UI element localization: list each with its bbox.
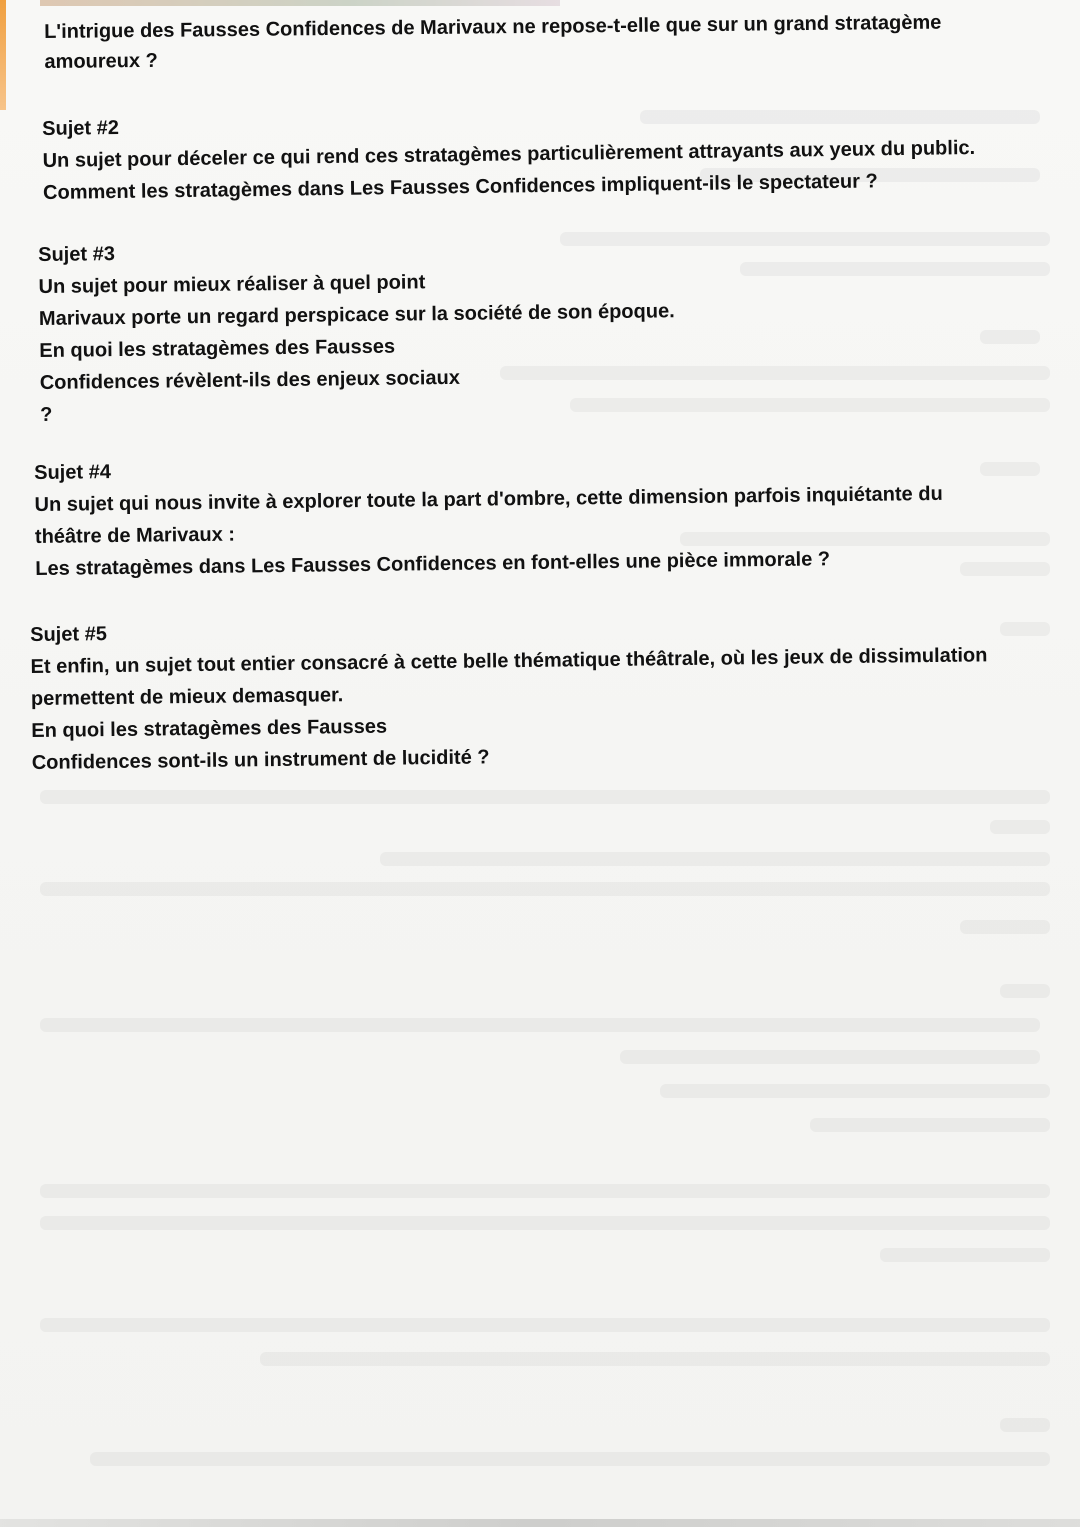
subject-line: permettent de mieux demasquer. (30, 684, 344, 710)
subject-line: En quoi les stratagèmes des Fausses (39, 335, 396, 362)
subject-line: Un sujet pour mieux réaliser à quel point (38, 271, 426, 298)
subject-line: En quoi les stratagèmes des Fausses (31, 715, 388, 742)
subject-3-section (38, 232, 676, 432)
subject-line: théâtre de Marivaux : (34, 523, 236, 548)
bottom-edge-decoration (0, 1519, 1080, 1527)
intro-question (44, 8, 942, 77)
top-edge-decoration (40, 0, 560, 6)
subject-heading: Sujet #4 (34, 461, 112, 484)
subject-heading: Sujet #3 (38, 243, 116, 266)
subject-line: Un sujet qui nous invite à explorer toute la part d'ombre, cette dimension parfois inquiétante du (34, 482, 943, 516)
subject-line: Confidences sont-ils un instrument de lucidité ? (31, 746, 490, 774)
orange-edge-decoration (0, 0, 6, 110)
subject-line: Marivaux porte un regard perspicace sur la société de son époque. (38, 300, 675, 330)
subject-line: Un sujet pour déceler ce qui rend ces stratagèmes particulièrement attrayants aux yeux du public. (42, 136, 976, 172)
subject-4-section (34, 447, 944, 586)
subject-line: Comment les stratagèmes dans Les Fausses Confidences impliquent-ils le spectateur ? (42, 170, 878, 204)
subject-line: Confidences révèlent-ils des enjeux sociaux (39, 366, 461, 394)
subject-line: Et enfin, un sujet tout entier consacré à cette belle thématique théâtrale, où les jeux de dissimulation (30, 644, 988, 678)
subject-5-section (30, 608, 989, 780)
subject-2-section (42, 101, 976, 210)
subject-line: ? (40, 403, 53, 426)
intro-line: amoureux ? (44, 49, 158, 73)
subject-heading: Sujet #2 (42, 116, 120, 140)
intro-line: L'intrigue des Fausses Confidences de Marivaux ne repose-t-elle que sur un grand stratagème (44, 11, 942, 43)
subject-heading: Sujet #5 (30, 623, 108, 646)
subject-line: Les stratagèmes dans Les Fausses Confidences en font-elles une pièce immorale ? (35, 548, 831, 580)
